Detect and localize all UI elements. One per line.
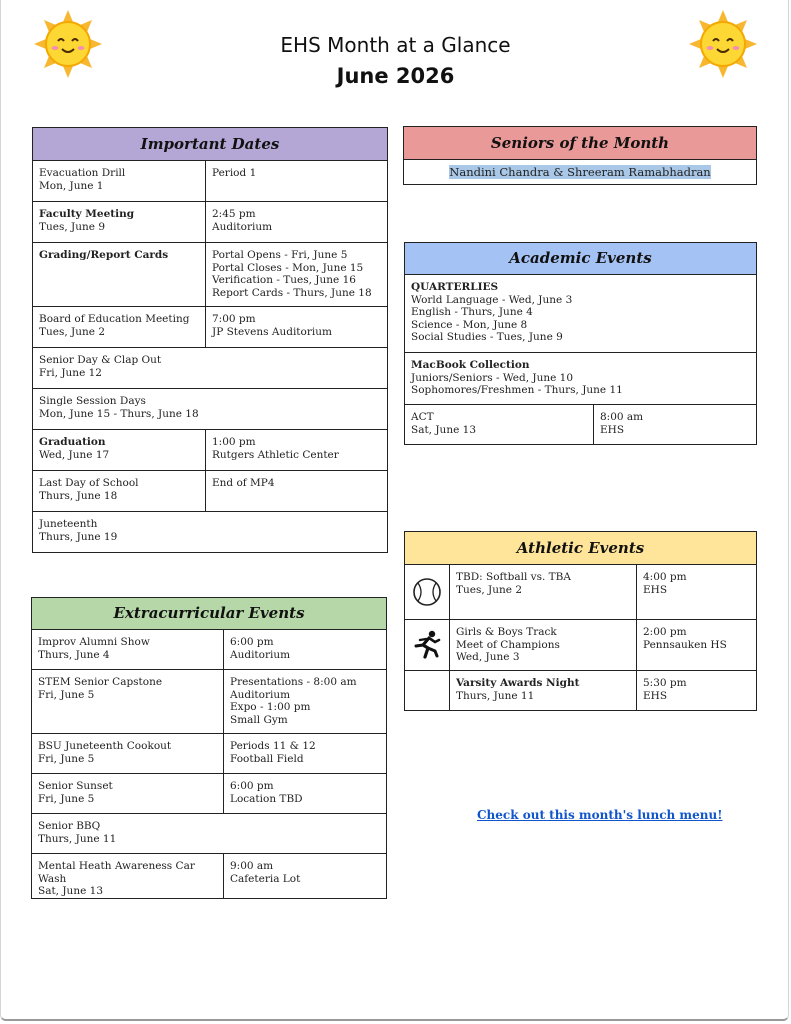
table-cell: 7:00 pm JP Stevens Auditorium xyxy=(206,307,388,348)
table-cell: 4:00 pm EHS xyxy=(637,565,757,620)
table-cell: 6:00 pm Auditorium xyxy=(224,630,387,670)
table-cell: Faculty Meeting Tues, June 9 xyxy=(33,202,206,243)
table-cell: Varsity Awards Night Thurs, June 11 xyxy=(450,671,637,711)
table-cell: Senior Sunset Fri, June 5 xyxy=(32,774,224,814)
table-cell: Senior BBQ Thurs, June 11 xyxy=(32,814,387,854)
page-title: EHS Month at a Glance xyxy=(280,33,511,57)
table-cell: 8:00 am EHS xyxy=(594,405,757,445)
table-cell xyxy=(405,565,450,620)
table-cell: Board of Education Meeting Tues, June 2 xyxy=(33,307,206,348)
running-person-icon xyxy=(411,629,443,661)
seniors-of-month-table xyxy=(403,126,757,185)
academic-heading: Academic Events xyxy=(405,243,757,275)
table-cell: Presentations - 8:00 am Auditorium Expo - 1:00 pm Small Gym xyxy=(224,670,387,734)
academic-events-table xyxy=(404,242,757,445)
table-cell: 2:00 pm Pennsauken HS xyxy=(637,620,757,671)
table-cell: ACT Sat, June 13 xyxy=(405,405,594,445)
table-cell: Last Day of School Thurs, June 18 xyxy=(33,471,206,512)
extracurricular-heading: Extracurricular Events xyxy=(32,598,387,630)
extracurricular-table xyxy=(31,597,387,899)
table-cell: 2:45 pm Auditorium xyxy=(206,202,388,243)
table-cell: 9:00 am Cafeteria Lot xyxy=(224,854,387,899)
table-cell: Period 1 xyxy=(206,161,388,202)
table-cell: Senior Day & Clap Out Fri, June 12 xyxy=(33,348,388,389)
table-cell: Improv Alumni Show Thurs, June 4 xyxy=(32,630,224,670)
table-cell: Periods 11 & 12 Football Field xyxy=(224,734,387,774)
table-cell: Grading/Report Cards xyxy=(33,243,206,307)
table-cell xyxy=(405,671,450,711)
table-cell: Portal Opens - Fri, June 5 Portal Closes - Mon, June 15 Verification - Tues, June 16 Report Cards - Thurs, June 18 xyxy=(206,243,388,307)
table-cell: STEM Senior Capstone Fri, June 5 xyxy=(32,670,224,734)
table-cell: Single Session Days Mon, June 15 - Thurs, June 18 xyxy=(33,389,388,430)
athletic-heading: Athletic Events xyxy=(405,532,757,565)
table-cell: 6:00 pm Location TBD xyxy=(224,774,387,814)
important-dates-table xyxy=(32,127,388,553)
quarterlies-cell: QUARTERLIES World Language - Wed, June 3 English - Thurs, June 4 Science - Mon, June 8 Social Studies - Tues, June 9 xyxy=(405,275,757,353)
highlighted-names: Nandini Chandra & Shreeram Ramabhadran xyxy=(449,165,711,179)
seniors-heading: Seniors of the Month xyxy=(404,127,757,160)
table-cell: Evacuation Drill Mon, June 1 xyxy=(33,161,206,202)
table-cell: TBD: Softball vs. TBA Tues, June 2 xyxy=(450,565,637,620)
table-cell: 5:30 pm EHS xyxy=(637,671,757,711)
table-cell: 1:00 pm Rutgers Athletic Center xyxy=(206,430,388,471)
table-cell: End of MP4 xyxy=(206,471,388,512)
softball-icon xyxy=(412,577,442,607)
table-cell: Graduation Wed, June 17 xyxy=(33,430,206,471)
important-dates-heading: Important Dates xyxy=(33,128,388,161)
table-cell: Girls & Boys Track Meet of Champions Wed, June 3 xyxy=(450,620,637,671)
table-cell: Mental Heath Awareness Car Wash Sat, June 13 xyxy=(32,854,224,899)
athletic-events-table xyxy=(404,531,757,711)
lunch-menu-link[interactable]: Check out this month's lunch menu! xyxy=(477,808,723,822)
page-subtitle: June 2026 xyxy=(336,64,455,88)
macbook-cell: MacBook Collection Juniors/Seniors - Wed, June 10 Sophomores/Freshmen - Thurs, June 11 xyxy=(405,353,757,405)
table-cell xyxy=(405,620,450,671)
table-cell: BSU Juneteenth Cookout Fri, June 5 xyxy=(32,734,224,774)
seniors-names xyxy=(404,160,757,185)
table-cell: Juneteenth Thurs, June 19 xyxy=(33,512,388,553)
